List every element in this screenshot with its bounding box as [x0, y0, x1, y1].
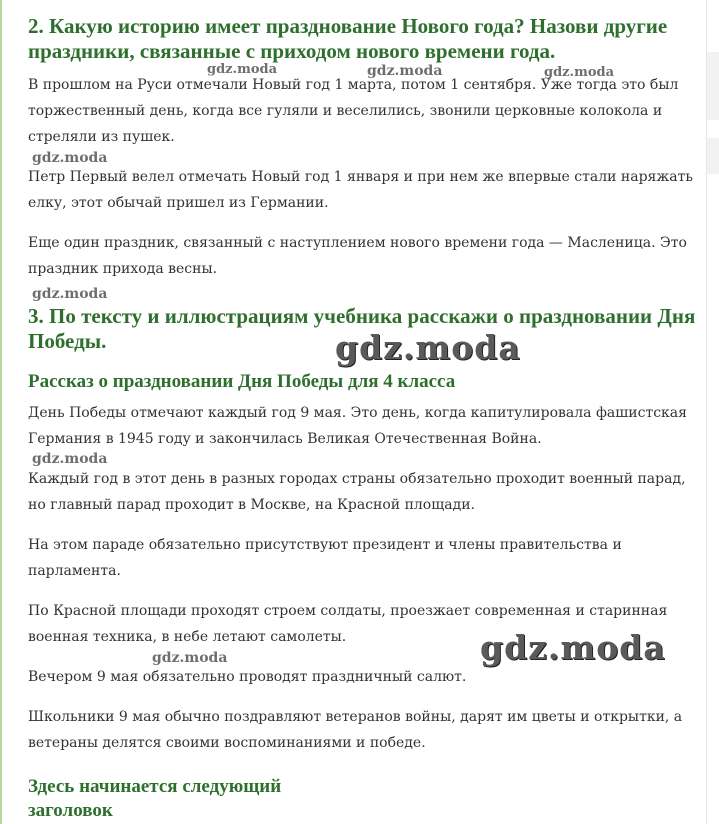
story-paragraph: Вечером 9 мая обязательно проводят праздничный салют. [28, 669, 467, 685]
watermark: gdz.moda [152, 650, 228, 666]
story-subheading: Рассказ о праздновании Дня Победы для 4 класса [28, 371, 456, 392]
watermark: gdz.moda [207, 62, 278, 77]
question-2-heading: 2. Какую историю имеет празднование Нового года? Назови другие праздники, связанные с приходом нового времени года. [28, 14, 668, 63]
question-2-paragraph: Петр Первый велел отмечать Новый год 1 января и при нем же впервые стали наряжать елку, этот обычай пришел из Германии. [28, 169, 693, 211]
story-paragraph: Каждый год в этот день в разных городах страны обязательно проходит военный парад, но главный парад проходит в Москве, на Красной площади. [28, 471, 686, 513]
question-2-paragraph: Еще один праздник, связанный с наступлением нового времени года — Масленица. Это праздник прихода весны. [28, 235, 687, 277]
story-paragraph: День Победы отмечают каждый год 9 мая. Это день, когда капитулировала фашистская Германия в 1945 году и закончилась Великая Отечественная Война. [28, 405, 687, 447]
next-heading-cut [28, 776, 328, 821]
right-border [706, 0, 707, 824]
left-border [0, 0, 2, 824]
right-side-tab [707, 138, 719, 174]
watermark: gdz.moda [544, 65, 615, 80]
story-paragraph: На этом параде обязательно присутствуют президент и члены правительства и парламента. [28, 537, 622, 579]
watermark: gdz.moda [367, 63, 443, 79]
watermark: gdz.moda [480, 628, 666, 667]
watermark: gdz.moda [32, 150, 108, 166]
next-heading-text: Здесь начинается следующий заголовок [28, 776, 282, 821]
watermark: gdz.moda [32, 286, 108, 302]
question-2-paragraph: В прошлом на Руси отмечали Новый год 1 марта, потом 1 сентября. Уже тогда это был торжественный день, когда все гуляли и веселились, звонили церковные колокола и стреляли из пушек. [28, 77, 679, 145]
watermark: gdz.moda [335, 328, 521, 367]
story-paragraph: Школьники 9 мая обычно поздравляют ветеранов войны, дарят им цветы и открытки, а ветераны делятся своими воспоминаниями и победе. [28, 709, 683, 751]
question-3-heading: 3. По тексту и иллюстрациям учебника расскажи о праздновании Дня Победы. [28, 304, 696, 353]
watermark: gdz.moda [32, 451, 108, 467]
story-paragraph: По Красной площади проходят строем солдаты, проезжает современная и старинная военная техника, в небе летают самолеты. [28, 603, 668, 645]
right-side-tab [707, 52, 719, 120]
article-content [28, 14, 696, 756]
